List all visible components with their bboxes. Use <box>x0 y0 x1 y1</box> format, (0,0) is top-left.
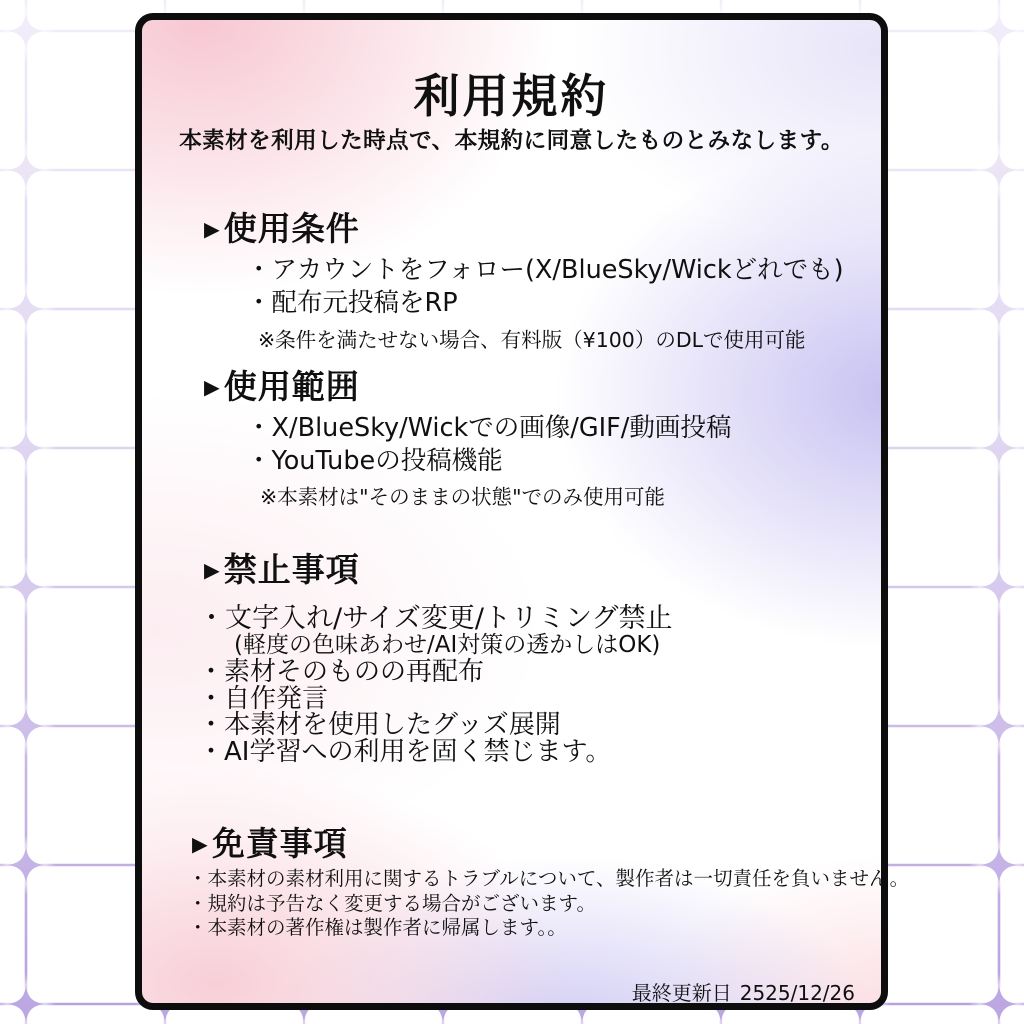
bullet: ・ <box>188 891 208 915</box>
usage-scope-note: ※本素材は"そのままの状態"でのみ使用可能 <box>260 485 666 509</box>
list-item-text: X/BlueSky/Wickでの画像/GIF/動画投稿 <box>271 413 732 443</box>
list-item <box>188 892 909 917</box>
list-item-text: YouTubeの投稿機能 <box>271 446 503 476</box>
list-item-text: 本素材の著作権は製作者に帰属します。。 <box>207 916 567 939</box>
triangle-marker-icon: ▶ <box>204 558 221 582</box>
prohibited-lead-note: (軽度の色味あわせ/AI対策の透かしはOK) <box>234 632 661 658</box>
section-heading-usage-scope <box>204 361 360 408</box>
list-item-text: 本素材を使用したグッズ展開 <box>224 710 561 740</box>
triangle-marker-icon: ▶ <box>204 217 221 241</box>
usage-conditions-note: ※条件を満たせない場合、有料版（¥100）のDLで使用可能 <box>258 328 806 352</box>
last-updated-date: 2525/12/26 <box>739 981 855 1005</box>
section-heading-disclaimer <box>192 818 348 865</box>
section-heading-label: 使用条件 <box>223 209 360 248</box>
bullet: ・ <box>188 916 208 939</box>
bullet: ・ <box>198 710 225 740</box>
triangle-marker-icon: ▶ <box>204 375 221 399</box>
section-heading-prohibited <box>204 544 360 591</box>
bullet: ・ <box>246 255 272 285</box>
list-item-text: 本素材の素材利用に関するトラブルについて、製作者は一切責任を負いません。 <box>207 867 910 890</box>
triangle-marker-icon: ▶ <box>192 832 209 856</box>
section-heading-label: 禁止事項 <box>223 550 360 589</box>
list-item-text: 素材そのものの再配布 <box>224 657 485 687</box>
page-title: 利用規約 <box>413 69 610 123</box>
terms-card <box>135 13 910 1010</box>
section-heading-usage-conditions <box>204 203 360 250</box>
list-item-text: 自作発言 <box>224 683 329 714</box>
list-item-text: 配布元投稿をRP <box>271 288 458 318</box>
list-item <box>246 254 844 287</box>
list-item <box>198 712 611 739</box>
section-heading-label: 使用範囲 <box>223 367 360 406</box>
list-item-text: 規約は予告なく変更する場合がございます。 <box>207 891 596 915</box>
last-updated-label: 最終更新日 <box>631 981 732 1005</box>
agreement-statement: 本素材を利用した時点で、本規約に同意したものとみなします。 <box>179 128 844 154</box>
list-item-text: 文字入れ/サイズ変更/トリミング禁止 <box>225 603 673 634</box>
bullet: ・ <box>198 657 225 687</box>
bullet: ・ <box>198 736 225 767</box>
list-item <box>198 659 611 686</box>
bullet: ・ <box>198 603 225 634</box>
list-item <box>198 736 612 767</box>
list-item <box>188 867 909 892</box>
bullet: ・ <box>188 867 208 890</box>
list-item <box>188 916 909 941</box>
bullet: ・ <box>246 413 272 443</box>
list-item-text: アカウントをフォロー(X/BlueSky/Wickどれでも) <box>271 255 844 285</box>
bullet: ・ <box>246 446 272 476</box>
bullet: ・ <box>198 683 225 714</box>
prohibited-list <box>198 659 611 765</box>
section-heading-label: 免責事項 <box>211 824 348 863</box>
bullet: ・ <box>246 288 272 318</box>
list-item <box>198 683 611 714</box>
list-item <box>246 445 731 478</box>
disclaimer-list <box>188 867 909 941</box>
usage-conditions-list <box>246 254 844 320</box>
usage-scope-list <box>246 412 731 478</box>
list-item-text: AI学習への利用を固く禁じます。 <box>224 736 612 767</box>
list-item <box>246 287 844 320</box>
list-item <box>246 412 731 445</box>
last-updated <box>632 977 855 1006</box>
